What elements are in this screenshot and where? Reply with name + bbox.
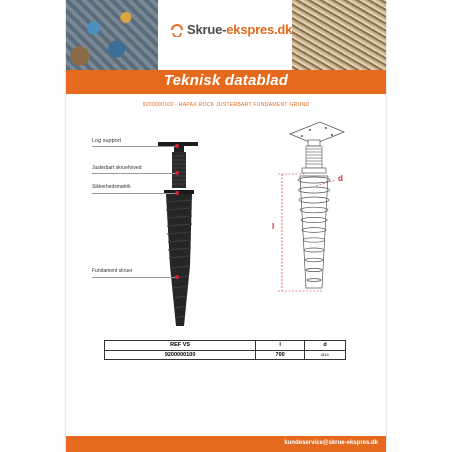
table-header-d: d (305, 341, 346, 351)
dimension-d-label: d (338, 174, 343, 183)
brand-logo[interactable] (170, 22, 292, 37)
callout-line (92, 173, 178, 174)
callout-foundation-screw: Fundament skruer (92, 268, 133, 274)
spec-table (104, 340, 346, 360)
table-cell-d: Ø14 (305, 350, 346, 360)
datasheet-page (66, 0, 386, 452)
header-photo-tools (66, 0, 158, 70)
callout-marker (175, 191, 179, 195)
header-photo-screws (292, 0, 386, 70)
product-image (156, 136, 216, 332)
brand-logo-icon (170, 23, 184, 37)
callout-line (92, 277, 178, 278)
callout-log-support: Log support (92, 138, 122, 144)
callout-line (92, 146, 178, 147)
callout-adjustable-head: Justerbart skruehoved (92, 165, 142, 171)
footer-band (66, 436, 386, 452)
table-header-row (105, 341, 346, 351)
callout-marker (175, 144, 179, 148)
product-id-line: 9200000100 - HAPAX ROCK JUSTERBART FUNDAMENT GRUND (142, 102, 310, 108)
brand-name (187, 22, 292, 37)
table-header-l: l (256, 341, 305, 351)
brand-name-accent: ekspres.dk (226, 22, 293, 37)
table-row (105, 350, 346, 360)
dimension-l-label: l (272, 222, 275, 231)
customer-service-email[interactable]: kundeservice@skrue-ekspres.dk (284, 440, 378, 446)
callout-marker (175, 171, 179, 175)
callout-line (92, 193, 178, 194)
technical-drawing (262, 118, 372, 298)
page-title: Teknisk datablad (163, 72, 289, 89)
callout-marker (175, 275, 179, 279)
table-header-ref: REF VS (105, 341, 256, 351)
header (66, 0, 386, 70)
table-cell-l: 700 (256, 350, 305, 360)
table-cell-ref: 9200000100 (105, 350, 256, 360)
callout-safety-nut: Sikkerhedsmøtrik (92, 184, 131, 190)
brand-name-main: Skrue- (187, 22, 227, 37)
title-banner (66, 70, 386, 94)
